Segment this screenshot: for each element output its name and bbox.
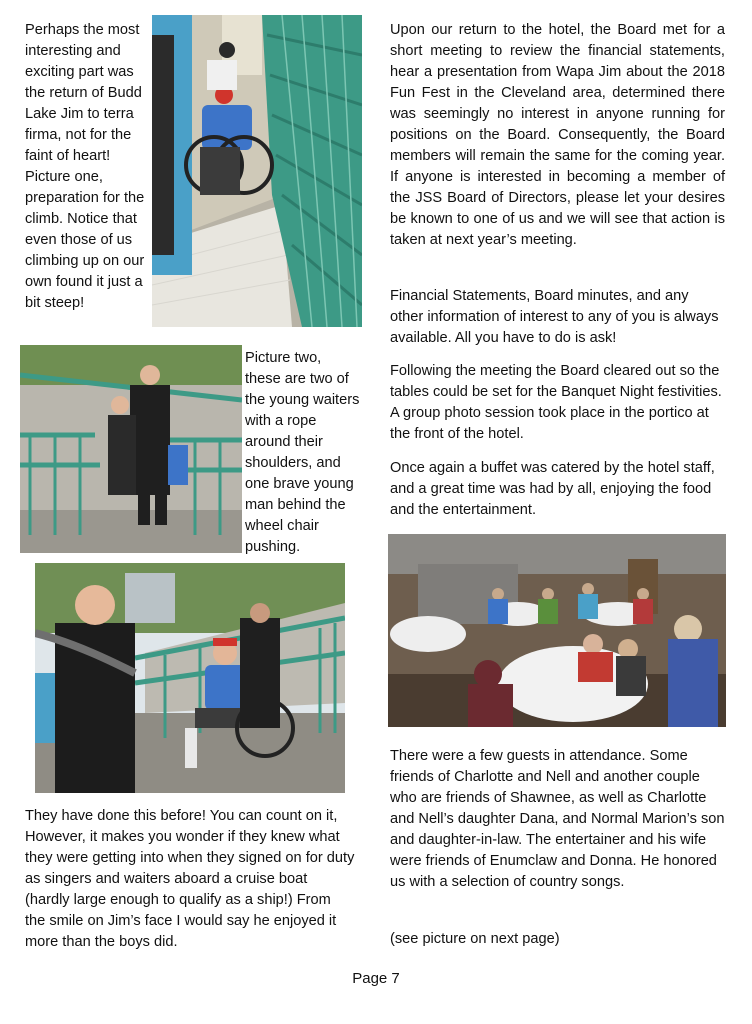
buffet-paragraph: Once again a buffet was catered by the hotel staff, and a great time was had by all, enjoying the food and the entertainment. (390, 460, 715, 518)
photo-waiters-with-rope (20, 345, 242, 553)
financial-statements-paragraph: Financial Statements, Board minutes, and any other information of interest to any of you is always available. All you have to do is ask! (390, 288, 719, 346)
photo-gangway-preparation (152, 15, 362, 327)
picture-two-caption: Picture two, these are two of the young waiters with a rope around their shoulders, and one brave young man behind the wheel chair pushing. (245, 350, 360, 555)
see-next-page-note: (see picture on next page) (390, 931, 560, 947)
photo-banquet-room (388, 534, 726, 727)
guests-paragraph: There were a few guests in attendance. Some friends of Charlotte and Nell and another couple who are friends of Shawnee, as well as Charlotte and Nell’s daughter Dana, and Normal Marion’s son and daughter-in-law. The entertainer and his wife were friends of Enumclaw and Donna. He honored us with a selection of country songs. (390, 748, 725, 890)
closing-paragraph: They have done this before! You can count on it, However, it makes you wonder if they knew what they were getting into when they signed on for duty as singers and waiters aboard a cruise boat (hardly large enough to qualify as a ship!) From the smile on Jim’s face I would say he enjoyed it more than the boys did. (25, 808, 355, 950)
board-meeting-paragraph: Upon our return to the hotel, the Board met for a short meeting to review the financial statements, hear a presentation from Wapa Jim about the 2018 Fun Fest in the Cleveland area, determined there was seemingly no interest in anyone running for positions on the Board. Consequently, the Board members will remain the same for the coming year. If anyone is interested in becoming a member of the JSS Board of Directors, please let your desires be known to one of us and we will see that action is taken at next year’s meeting. (390, 22, 725, 248)
page-number: Page 7 (352, 970, 400, 987)
photo-jim-in-wheelchair (35, 563, 345, 793)
banquet-setup-paragraph: Following the meeting the Board cleared out so the tables could be set for the Banquet Night festivities. A group photo session took place in the portico at the front of the hotel. (390, 363, 722, 442)
intro-paragraph: Perhaps the most interesting and exciting part was the return of Budd Lake Jim to terra firma, not for the faint of heart! Picture one, preparation for the climb. Notice that even those of us climbing up on our own found it just a bit steep! (25, 22, 145, 311)
